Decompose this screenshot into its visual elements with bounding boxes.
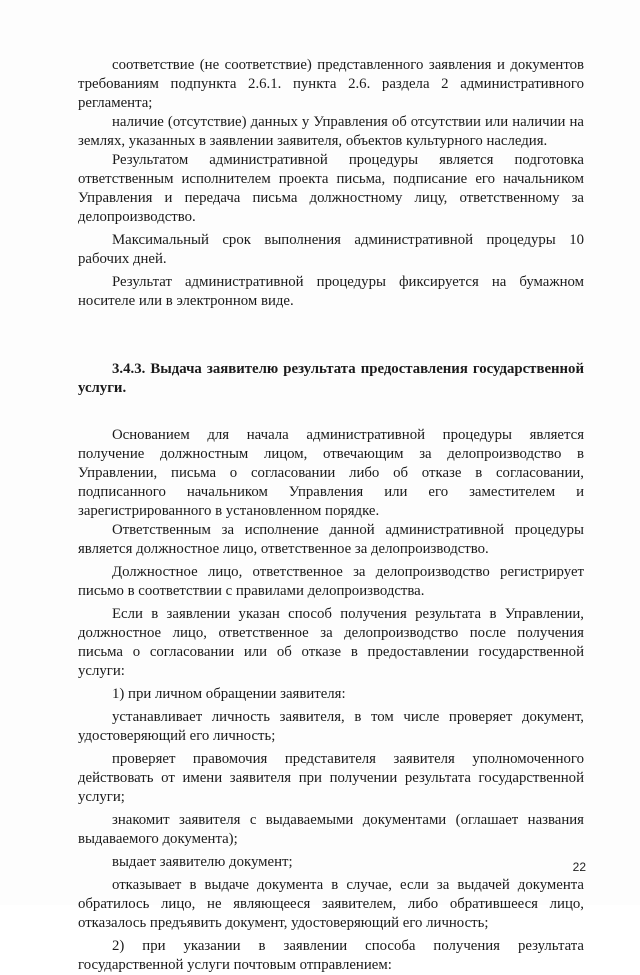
paragraph: выдает заявителю документ; xyxy=(112,854,293,870)
paragraph: знакомит заявителя с выдаваемыми документами (оглашает названия выдаваемого документа); xyxy=(78,812,584,847)
paragraph: Основанием для начала административной процедуры является получение должностным лицом, отвечающим за делопроизводство в Управлении, письма о согласовании либо об отказе в согласовании, подписанного начальником Управления или его заместителем и зарегистрированного в установленном порядке. xyxy=(78,427,584,519)
document-body xyxy=(78,56,584,975)
paragraph: Максимальный срок выполнения административной процедуры 10 рабочих дней. xyxy=(78,232,584,267)
paragraph: Ответственным за исполнение данной административной процедуры является должностное лицо, ответственное за делопроизводство. xyxy=(78,522,584,557)
paragraph: Результатом административной процедуры является подготовка ответственным исполнителем проекта письма, подписание его начальником Управления и передача письма должностному лицу, ответственному за делопроизводство. xyxy=(78,152,584,225)
paragraph: соответствие (не соответствие) представленного заявления и документов требованиям подпункта 2.6.1. пункта 2.6. раздела 2 административного регламента; xyxy=(78,57,584,111)
paragraph: отказывает в выдаче документа в случае, если за выдачей документа обратилось лицо, не являющееся заявителем, либо обратившееся лицо, отказалось предъявить документ, удостоверяющий его личность; xyxy=(78,877,584,931)
paragraph: наличие (отсутствие) данных у Управления об отсутствии или наличии на землях, указанных в заявлении заявителя, объектов культурного наследия. xyxy=(78,114,584,149)
page-number: 22 xyxy=(572,860,586,874)
list-item: 1) при личном обращении заявителя: xyxy=(112,686,346,702)
section-heading: 3.4.3. Выдача заявителю результата предоставления государственной услуги. xyxy=(78,361,584,396)
list-item: 2) при указании в заявлении способа получения результата государственной услуги почтовым отправлением: xyxy=(78,938,584,973)
paragraph: Результат административной процедуры фиксируется на бумажном носителе или в электронном виде. xyxy=(78,274,584,309)
paragraph: проверяет правомочия представителя заявителя уполномоченного действовать от имени заявителя при получении результата государственной услуги; xyxy=(78,751,584,805)
paragraph: Должностное лицо, ответственное за делопроизводство регистрирует письмо в соответствии с правилами делопроизводства. xyxy=(78,564,584,599)
paragraph: Если в заявлении указан способ получения результата в Управлении, должностное лицо, ответственное за делопроизводство после получения письма о согласовании или об отказе в предоставлении государственной услуги: xyxy=(78,606,584,679)
paragraph: устанавливает личность заявителя, в том числе проверяет документ, удостоверяющий его личность; xyxy=(78,709,584,744)
